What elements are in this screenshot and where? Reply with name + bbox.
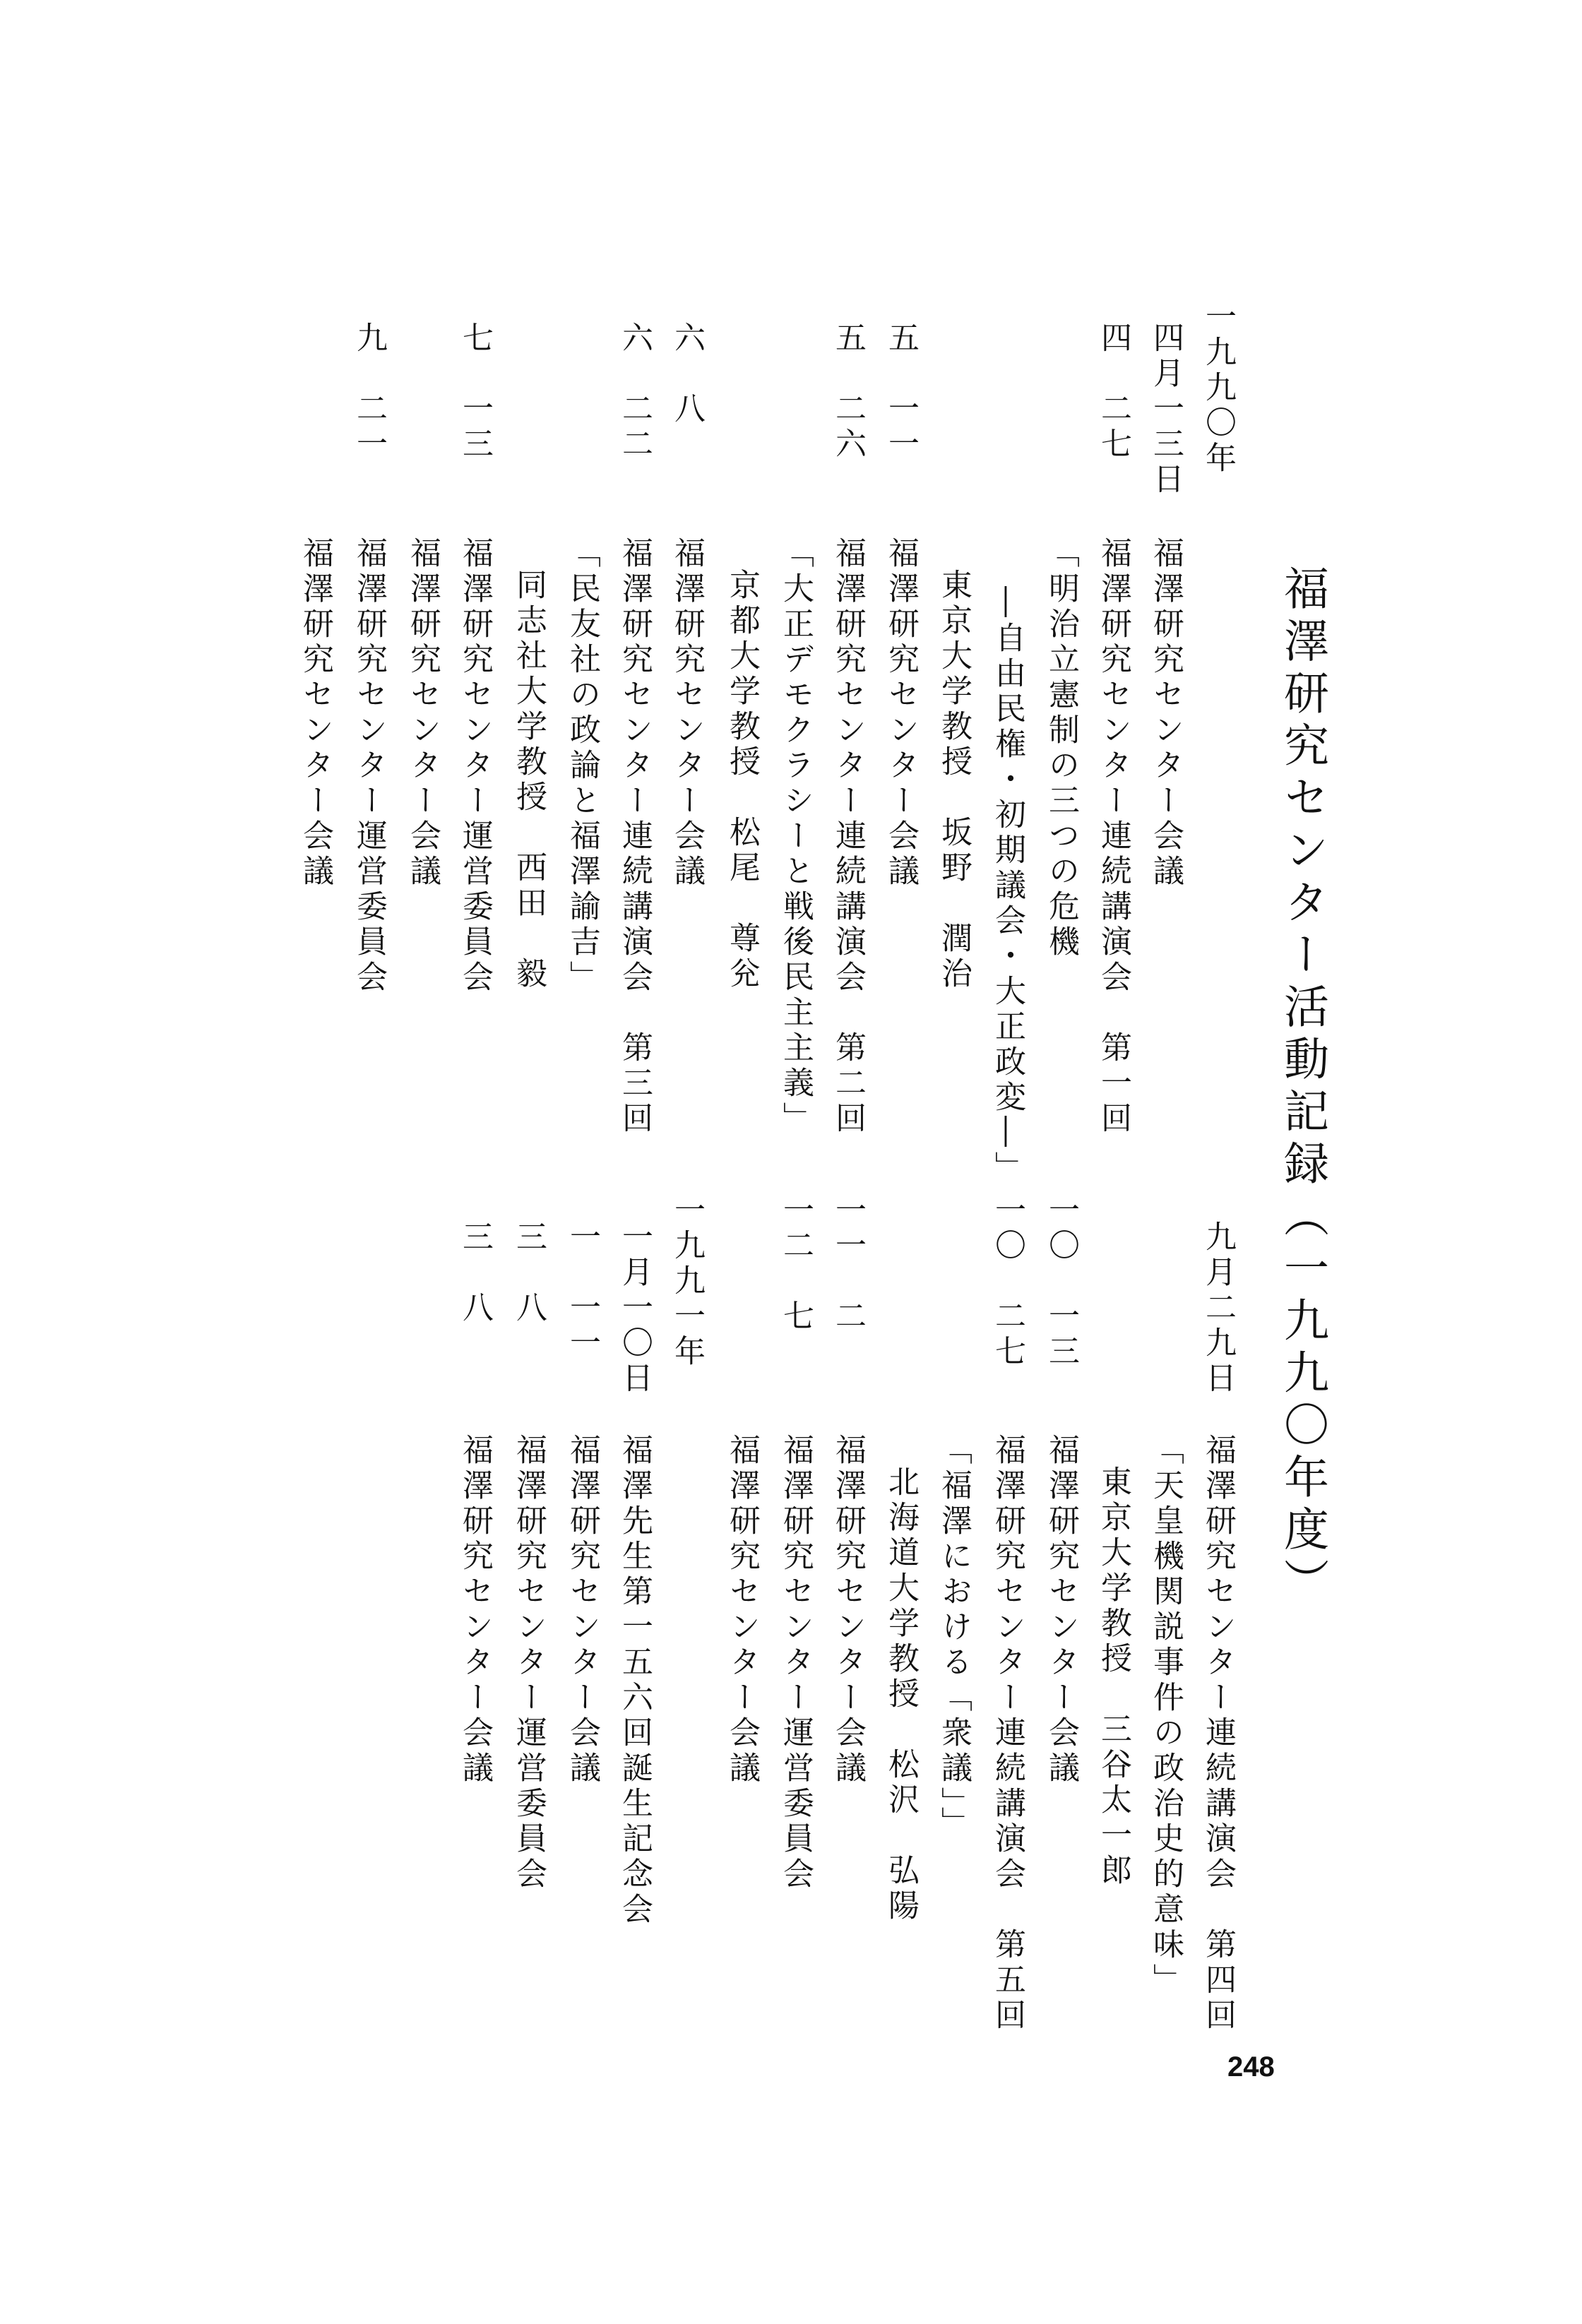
date-label: 四 二七 — [1095, 321, 1131, 463]
entry-text: 「大正デモクラシーと戦後民主主義」 — [778, 537, 814, 1137]
entry-text: 福澤研究センター会議 — [724, 1434, 760, 1787]
date-label: 一月一〇日 — [617, 1220, 653, 1397]
entry-text: 福澤研究センター運営委員会 — [778, 1434, 814, 1893]
entry-text: 同志社大学教授 西田 毅 — [511, 568, 547, 992]
entry-text: 福澤研究センター会議 — [669, 537, 705, 890]
date-label: 三 八 — [457, 1220, 493, 1326]
date-label: 六 八 — [669, 321, 705, 427]
entry-text: 福澤研究センター会議 — [405, 537, 441, 890]
date-label: 一〇 二七 — [989, 1193, 1025, 1370]
date-label: 六 二二 — [617, 321, 653, 463]
date-label: 七 一三 — [457, 321, 493, 463]
date-label: 一九九一年 — [669, 1193, 705, 1370]
entry-text: 福澤研究センター会議 — [883, 537, 919, 890]
entry-text: 福澤研究センター運営委員会 — [511, 1434, 547, 1893]
date-label: 一一 二 — [830, 1193, 866, 1335]
date-label: 四月一三日 — [1148, 321, 1184, 498]
entry-text: 「民友社の政論と福澤諭吉」 — [564, 537, 600, 996]
entry-text: 福澤研究センター運営委員会 — [351, 537, 387, 996]
date-label: 一〇 一三 — [1043, 1193, 1079, 1370]
entry-text: 北海道大学教授 松沢 弘陽 — [883, 1465, 919, 1924]
entry-text: 福澤研究センター運営委員会 — [457, 537, 493, 996]
date-label: 一 一一 — [564, 1220, 600, 1361]
entry-text: 東京大学教授 坂野 潤治 — [936, 568, 972, 992]
entry-text: 福澤先生第一五六回誕生記念会 — [617, 1434, 653, 1928]
entry-text: 福澤研究センター連続講演会 第二回 — [830, 537, 866, 1137]
entry-text: 「福澤における「衆議」」 — [936, 1434, 972, 1842]
entry-text: 「明治立憲制の三つの危機 — [1043, 537, 1079, 960]
date-label: 一九九〇年 — [1200, 300, 1236, 477]
entry-text: 福澤研究センター連続講演会 第四回 — [1200, 1434, 1236, 2034]
date-label: 九月二九日 — [1200, 1220, 1236, 1397]
page-number: 248 — [1227, 2051, 1275, 2082]
entry-text: 福澤研究センター連続講演会 第三回 — [617, 537, 653, 1137]
date-label: 三 八 — [511, 1220, 547, 1326]
date-label: 五 一一 — [883, 321, 919, 463]
entry-text: 「天皇機関説事件の政治史的意味」 — [1148, 1434, 1184, 1998]
entry-text: 京都大学教授 松尾 尊兊 — [724, 568, 760, 992]
page-title: 福澤研究センター活動記録（一九九〇年度） — [1276, 565, 1328, 1610]
date-label: 五 二六 — [830, 321, 866, 463]
entry-text: 福澤研究センター会議 — [830, 1434, 866, 1787]
entry-text: 福澤研究センター連続講演会 第一回 — [1095, 537, 1131, 1137]
date-label: 九 二一 — [351, 321, 387, 463]
entry-text: 福澤研究センター連続講演会 第五回 — [989, 1434, 1025, 2034]
entry-text: ―自由民権・初期議会・大正政変―」 — [989, 586, 1025, 1186]
entry-text: 福澤研究センター会議 — [457, 1434, 493, 1787]
entry-text: 福澤研究センター会議 — [1043, 1434, 1079, 1787]
entry-text: 福澤研究センター会議 — [297, 537, 333, 890]
date-label: 一二 七 — [778, 1193, 814, 1335]
entry-text: 福澤研究センター会議 — [564, 1434, 600, 1787]
entry-text: 東京大学教授 三谷太一郎 — [1095, 1465, 1131, 1889]
entry-text: 福澤研究センター会議 — [1148, 537, 1184, 890]
